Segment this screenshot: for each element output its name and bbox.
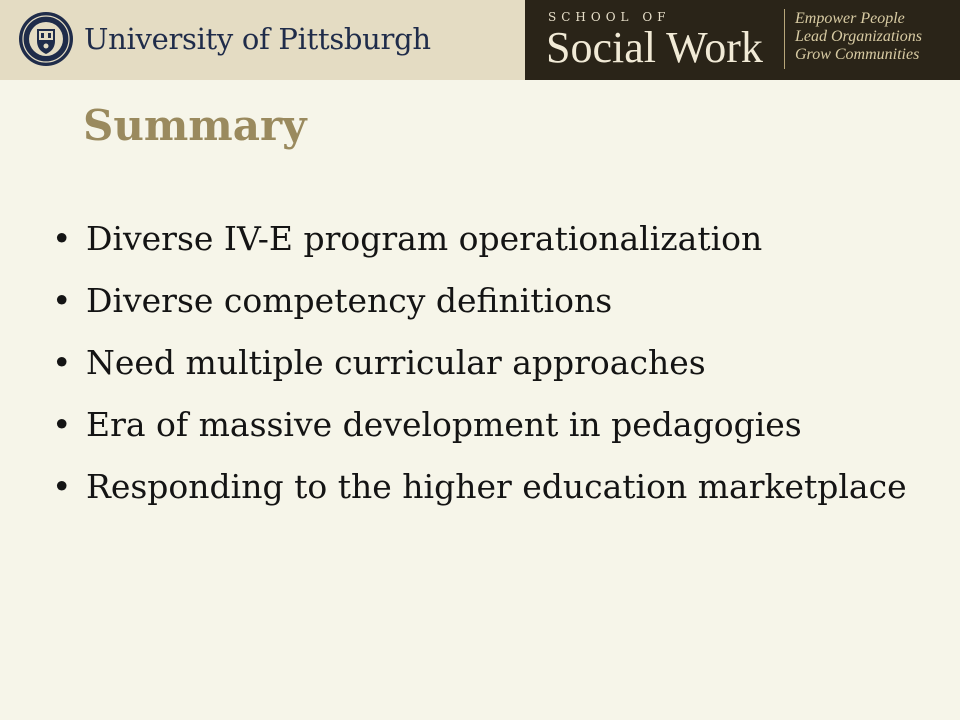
tagline-line: Grow Communities — [795, 46, 920, 63]
bullet-text: Diverse IV-E program operationalization — [86, 219, 763, 258]
slide-title: Summary — [83, 101, 307, 150]
bullet-dot-icon: • — [52, 405, 72, 444]
tagline-line: Lead Organizations — [795, 28, 922, 45]
bullet-text: Need multiple curricular approaches — [86, 343, 706, 382]
school-name: Social Work — [546, 23, 763, 72]
bullet-item — [52, 278, 932, 324]
bullet-list — [52, 216, 932, 526]
bullet-dot-icon: • — [52, 281, 72, 320]
bullet-text: Era of massive development in pedagogies — [86, 405, 802, 444]
bullet-item — [52, 340, 932, 386]
bullet-item — [52, 402, 932, 448]
banner-divider — [784, 9, 785, 69]
bullet-text: Diverse competency definitions — [86, 281, 613, 320]
bullet-dot-icon: • — [52, 467, 72, 506]
bullet-dot-icon: • — [52, 219, 72, 258]
bullet-item — [52, 464, 932, 510]
bullet-dot-icon: • — [52, 343, 72, 382]
school-of-label: SCHOOL OF — [548, 10, 671, 24]
university-seal-icon — [18, 11, 74, 67]
university-banner — [0, 0, 525, 80]
school-tagline — [795, 10, 922, 64]
bullet-item — [52, 216, 932, 262]
tagline-line: Empower People — [795, 10, 905, 27]
university-name: University of Pittsburgh — [84, 22, 431, 56]
bullet-text: Responding to the higher education marketplace — [86, 467, 907, 506]
slide-header — [0, 0, 960, 80]
